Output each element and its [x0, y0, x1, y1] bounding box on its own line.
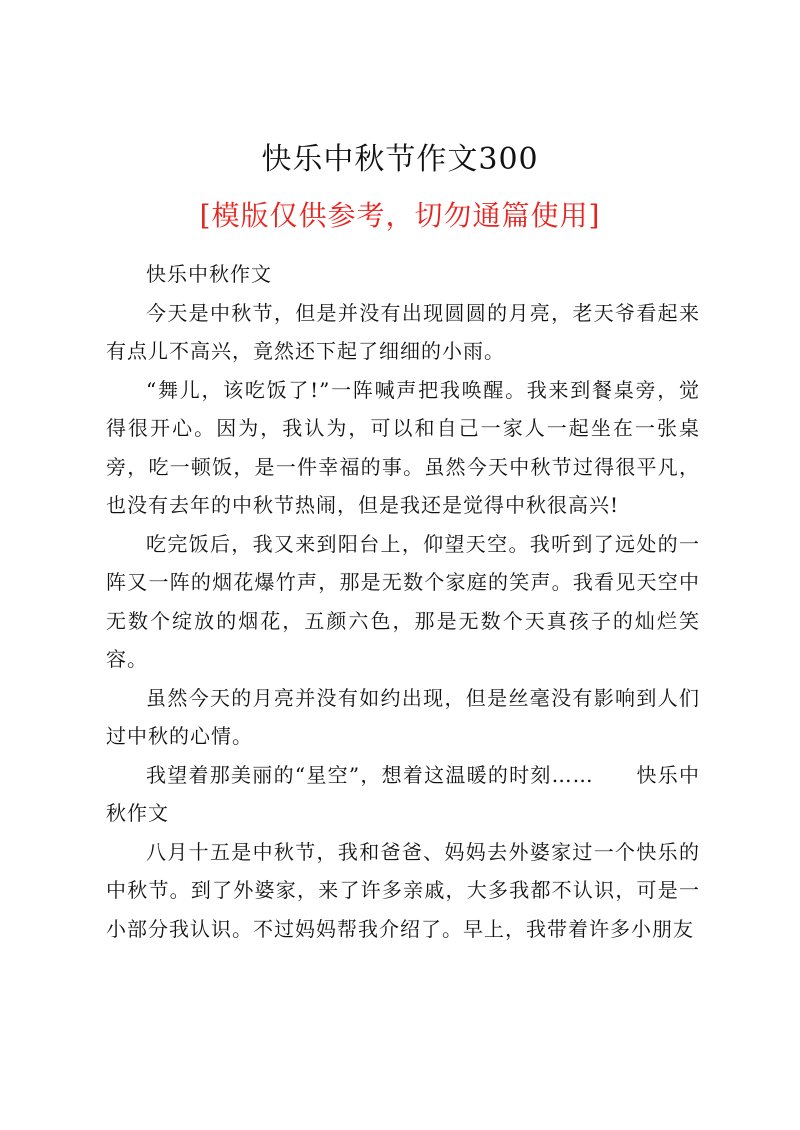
paragraph: 吃完饭后，我又来到阳台上，仰望天空。我听到了远处的一阵又一阵的烟花爆竹声，那是无数个家庭的笑声。我看见天空中无数个绽放的烟花，五颜六色，那是无数个天真孩子的灿烂笑容。	[106, 531, 700, 671]
paragraph: 今天是中秋节，但是并没有出现圆圆的月亮，老天爷看起来有点儿不高兴，竟然还下起了细细的小雨。	[106, 300, 700, 363]
paragraph: 我望着那美丽的“星空”，想着这温暖的时刻…… 快乐中秋作文	[106, 762, 700, 825]
template-notice: [模版仅供参考，切勿通篇使用]	[199, 199, 601, 232]
paragraph: 虽然今天的月亮并没有如约出现，但是丝毫没有影响到人们过中秋的心情。	[106, 685, 700, 748]
document-title: 快乐中秋节作文300	[261, 142, 539, 177]
paragraph: 八月十五是中秋节，我和爸爸、妈妈去外婆家过一个快乐的中秋节。到了外婆家，来了许多亲戚，大多我都不认识，可是一小部分我认识。不过妈妈帮我介绍了。早上，我带着许多小朋友	[106, 839, 700, 941]
section-heading: 快乐中秋作文	[146, 262, 272, 286]
document-body	[106, 255, 700, 948]
paragraph: “舞儿，该吃饭了!”一阵喊声把我唤醒。我来到餐桌旁，觉得很开心。因为，我认为，可以和自己一家人一起坐在一张桌旁，吃一顿饭，是一件幸福的事。虽然今天中秋节过得很平凡，也没有去年的中秋节热闹，但是我还是觉得中秋很高兴!	[106, 377, 700, 517]
